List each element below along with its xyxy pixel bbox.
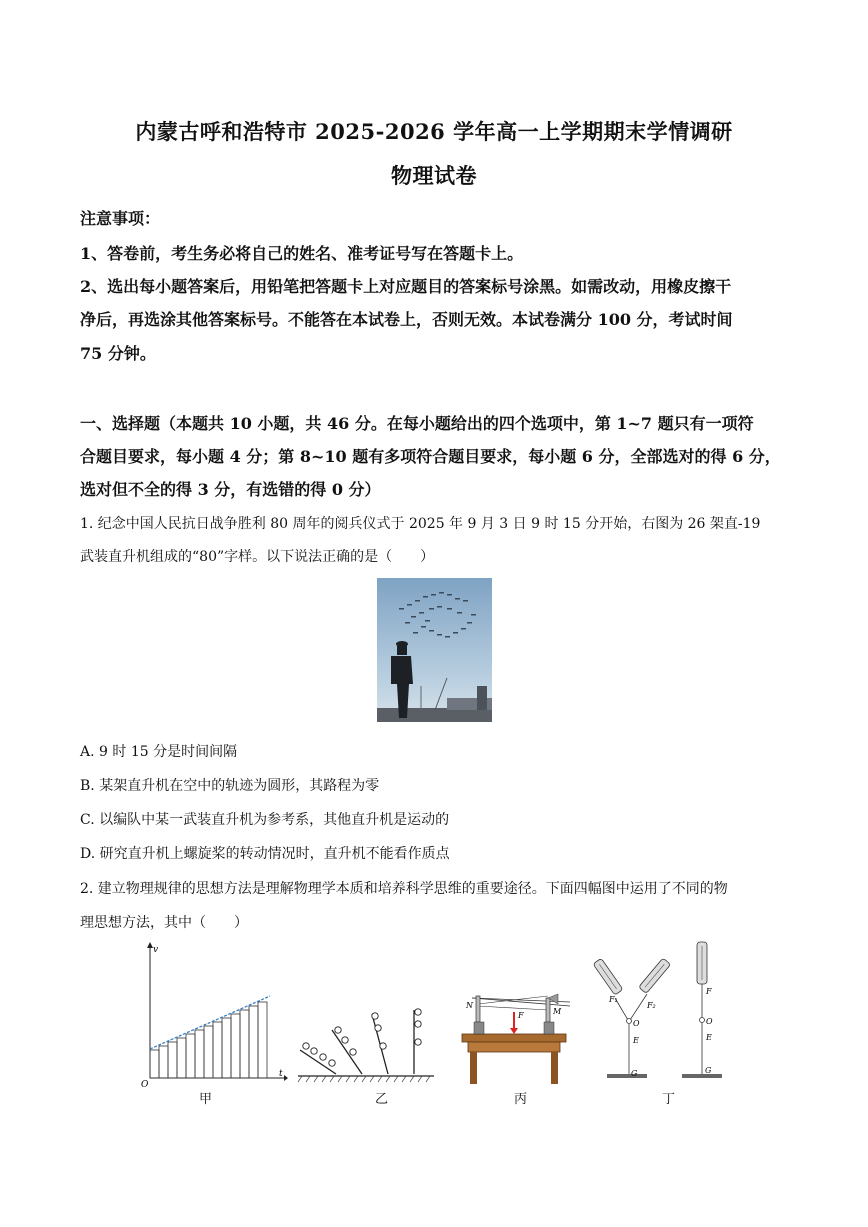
axis-t-label: t: [279, 1069, 283, 1079]
notice-item-2-line-3: 75 分钟。: [80, 344, 156, 363]
label-m: M: [553, 1007, 562, 1016]
notice-item-2-line-1: 2、选出每小题答案后，用铅笔把答题卡上对应题目的答案标号涂黑。如需改动，用橡皮擦干: [80, 277, 732, 296]
single-scale: [682, 942, 722, 1078]
caption-bing: 丙: [514, 1092, 528, 1107]
velocity-line: [150, 996, 270, 1049]
vt-graph-svg: [138, 940, 288, 1090]
figure-jia: [138, 940, 288, 1090]
velocity-rectangles: [150, 1002, 267, 1078]
axis-v-label: v: [153, 945, 159, 955]
label-f-table: F: [518, 1011, 524, 1020]
section-1-line-3: 选对但不全的得 3 分，有选错的得 0 分）: [80, 480, 381, 499]
exam-subtitle: 物理试卷: [391, 163, 477, 188]
rolling-balls: [303, 1009, 421, 1066]
option-a: A. 9 时 15 分是时间间隔: [80, 744, 238, 760]
caption-jia: 甲: [199, 1092, 213, 1107]
notice-heading: 注意事项：: [80, 209, 161, 228]
label-g-left: G: [631, 1069, 638, 1078]
caption-yi: 乙: [375, 1092, 389, 1107]
label-o-left: O: [633, 1019, 640, 1028]
origin-label: O: [141, 1080, 149, 1090]
notice-item-1: 1、答卷前，考生务必将自己的姓名、准考证号写在答题卡上。: [80, 244, 524, 263]
option-b: B. 某架直升机在空中的轨迹为圆形，其路程为零: [80, 778, 380, 794]
label-f2: F₂: [647, 1001, 656, 1010]
label-e-right: E: [706, 1033, 712, 1042]
spring-scale-svg: [585, 940, 725, 1090]
question-1-line-1: 1. 纪念中国人民抗日战争胜利 80 周年的阅兵仪式于 2025 年 9 月 3 日 9 时 15 分开始，右图为 26 架直-19: [80, 516, 761, 532]
question-2-line-1: 2. 建立物理规律的思想方法是理解物理学本质和培养科学思维的重要途径。下面四幅图中运用了不同的物: [80, 881, 728, 897]
table-mirror-svg: [458, 940, 570, 1090]
section-1-line-2: 合题目要求，每小题 4 分；第 8~10 题有多项符合题目要求，每小题 6 分，全部选对的得 6 分，: [80, 447, 781, 466]
question-2-line-2: 理思想方法，其中（ ）: [80, 915, 248, 931]
option-c: C. 以编队中某一武装直升机为参考系，其他直升机是运动的: [80, 812, 450, 828]
option-d: D. 研究直升机上螺旋桨的转动情况时，直升机不能看作质点: [80, 846, 450, 862]
label-e-left: E: [633, 1036, 639, 1045]
question-1-line-2: 武装直升机组成的“80”字样。以下说法正确的是（ ）: [80, 549, 435, 565]
label-g-right: G: [705, 1066, 712, 1075]
figure-yi: [296, 940, 436, 1090]
label-f1: F₁: [609, 995, 618, 1004]
parade-helicopter-photo: [377, 578, 492, 722]
label-n: N: [466, 1001, 473, 1010]
parade-photo-svg: [377, 578, 492, 722]
inclined-planes-svg: [296, 940, 436, 1090]
section-1-line-1: 一、选择题（本题共 10 小题，共 46 分。在每小题给出的四个选项中，第 1~7 题只有一项符: [80, 414, 754, 433]
two-scales: [593, 958, 671, 1078]
caption-ding: 丁: [662, 1092, 676, 1107]
exam-title: 内蒙古呼和浩特市 2025-2026 学年高一上学期期末学情调研: [135, 119, 733, 144]
label-o-right: O: [706, 1017, 713, 1026]
notice-item-2-line-2: 净后，再选涂其他答案标号。不能答在本试卷上，否则无效。本试卷满分 100 分，考试时间: [80, 310, 733, 329]
figure-bing: [458, 940, 570, 1090]
figure-ding: [585, 940, 725, 1090]
label-f: F: [706, 987, 712, 996]
